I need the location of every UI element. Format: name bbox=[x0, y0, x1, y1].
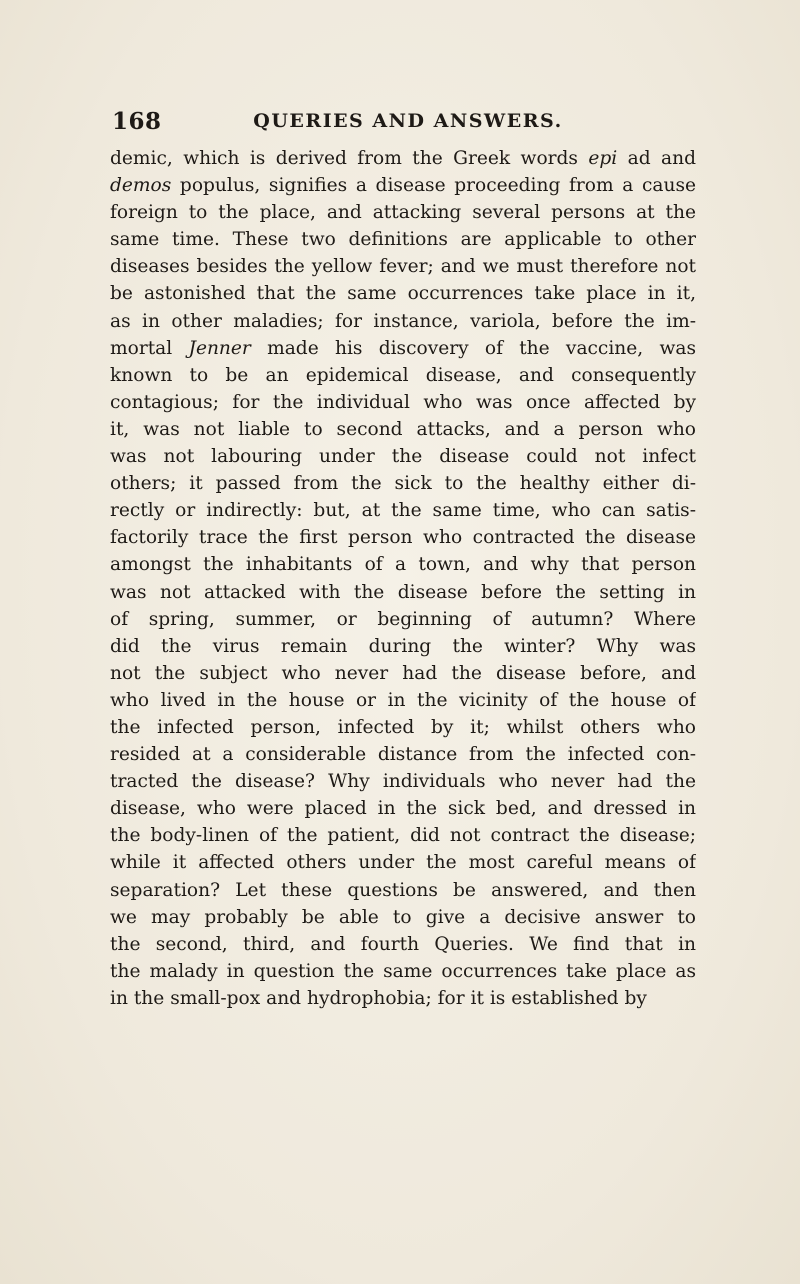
italic-term: Jenner bbox=[188, 337, 251, 359]
text-segment: diseases besides the yellow fever; and we must therefore not bbox=[110, 256, 696, 278]
text-line bbox=[110, 877, 696, 904]
text-segment: resided at a considerable distance from the infected con- bbox=[110, 744, 696, 766]
text-segment: not the subject who never had the disease before, and bbox=[110, 662, 696, 684]
text-segment: ad and bbox=[617, 148, 696, 169]
text-segment: who lived in the house or in the vicinity of the house of bbox=[110, 689, 696, 711]
text-line bbox=[110, 579, 696, 606]
text-line bbox=[110, 172, 696, 199]
text-line bbox=[110, 931, 696, 958]
text-line bbox=[110, 335, 696, 362]
text-line bbox=[110, 497, 696, 524]
running-head: QUERIES AND ANSWERS. bbox=[253, 110, 563, 132]
text-segment: be astonished that the same occurrences take place in it, bbox=[110, 283, 696, 305]
text-segment: the body-linen of the patient, did not contract the disease; bbox=[110, 825, 696, 847]
text-segment: disease, who were placed in the sick bed, and dressed in bbox=[110, 798, 696, 820]
text-line bbox=[110, 633, 696, 660]
page-header bbox=[112, 108, 672, 138]
text-line bbox=[110, 741, 696, 768]
text-line bbox=[110, 795, 696, 822]
text-segment: tracted the disease? Why individuals who never had the bbox=[110, 771, 696, 793]
text-segment: did the virus remain during the winter? Why was bbox=[110, 635, 696, 657]
text-segment: factorily trace the first person who contracted the disease bbox=[110, 527, 696, 549]
text-segment: separation? Let these questions be answered, and then bbox=[110, 879, 696, 901]
text-line bbox=[110, 389, 696, 416]
text-segment: the second, third, and fourth Queries. We find that in bbox=[110, 933, 696, 955]
text-segment: was not labouring under the disease could not infect bbox=[110, 446, 696, 468]
text-line bbox=[110, 280, 696, 307]
text-line bbox=[110, 551, 696, 578]
text-segment: populus, signifies a disease proceeding from a cause bbox=[171, 175, 696, 197]
text-line bbox=[110, 985, 696, 1012]
body-text bbox=[110, 145, 696, 1012]
text-segment: contagious; for the individual who was once affected by bbox=[110, 391, 696, 413]
text-line bbox=[110, 849, 696, 876]
text-line bbox=[110, 714, 696, 741]
text-line bbox=[110, 606, 696, 633]
page-number: 168 bbox=[112, 108, 162, 135]
text-line bbox=[110, 145, 696, 172]
text-segment: rectly or indirectly: but, at the same time, who can satis- bbox=[110, 500, 696, 522]
text-line bbox=[110, 660, 696, 687]
text-segment: the malady in question the same occurrences take place as bbox=[110, 960, 696, 982]
text-segment: the infected person, infected by it; whilst others who bbox=[110, 716, 696, 738]
text-segment: foreign to the place, and attacking several persons at the bbox=[110, 202, 696, 224]
text-segment: mortal bbox=[110, 337, 189, 359]
text-line bbox=[110, 416, 696, 443]
text-line bbox=[110, 470, 696, 497]
text-line bbox=[110, 308, 696, 335]
text-segment: made his discovery of the vaccine, was bbox=[250, 337, 696, 359]
italic-term: epi bbox=[588, 148, 618, 169]
text-line bbox=[110, 822, 696, 849]
text-line bbox=[110, 226, 696, 253]
text-line bbox=[110, 443, 696, 470]
text-segment: same time. These two definitions are applicable to other bbox=[110, 229, 696, 251]
text-line bbox=[110, 687, 696, 714]
text-line bbox=[110, 199, 696, 226]
text-segment: others; it passed from the sick to the healthy either di- bbox=[110, 473, 696, 495]
text-segment: was not attacked with the disease before the setting in bbox=[110, 581, 696, 603]
text-segment: known to be an epidemical disease, and consequently bbox=[110, 364, 696, 386]
text-segment: amongst the inhabitants of a town, and why that person bbox=[110, 554, 696, 576]
text-line bbox=[110, 362, 696, 389]
text-segment: as in other maladies; for instance, variola, before the im- bbox=[110, 310, 696, 332]
text-line bbox=[110, 768, 696, 795]
text-segment: of spring, summer, or beginning of autumn? Where bbox=[110, 608, 696, 630]
text-segment: demic, which is derived from the Greek words bbox=[110, 148, 589, 169]
text-segment: it, was not liable to second attacks, and a person who bbox=[110, 418, 696, 440]
text-line bbox=[110, 904, 696, 931]
text-segment: while it affected others under the most careful means of bbox=[110, 852, 696, 874]
italic-term: demos bbox=[110, 175, 172, 197]
text-segment: in the small-pox and hydrophobia; for it is established by bbox=[110, 987, 647, 1009]
text-line bbox=[110, 958, 696, 985]
text-line bbox=[110, 253, 696, 280]
text-segment: we may probably be able to give a decisive answer to bbox=[110, 906, 696, 928]
text-line bbox=[110, 524, 696, 551]
